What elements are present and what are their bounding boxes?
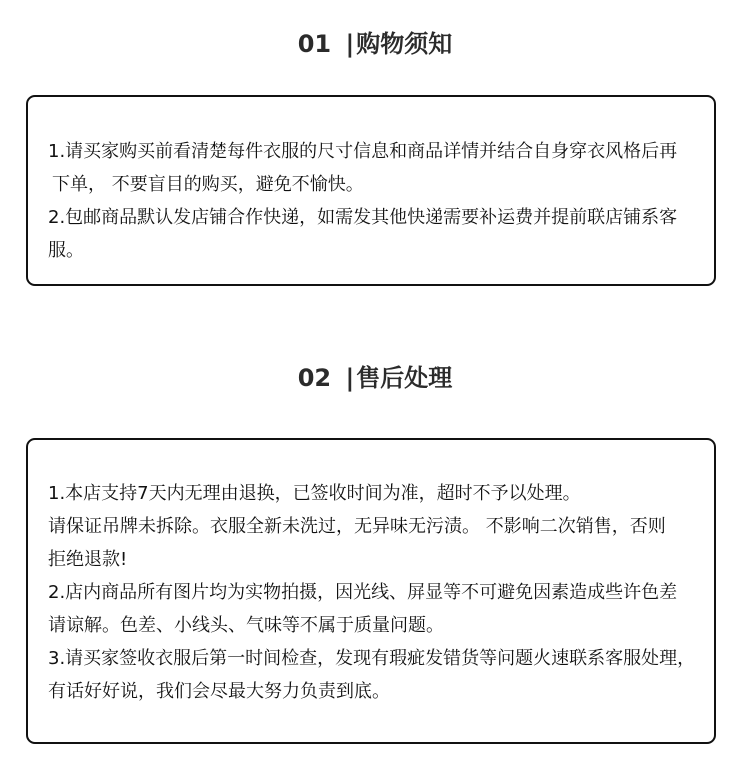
notice-line: 2.包邮商品默认发店铺合作快递，如需发其他快递需要补运费并提前联店铺系客 [48, 207, 678, 228]
policy-line: 1.本店支持7天内无理由退换，已签收时间为准，超时不予以处理。 [48, 483, 581, 504]
policy-line: 3.请买家签收衣服后第一时间检查，发现有瑕疵发错货等问题火速联系客服处理， [48, 648, 696, 669]
section-heading-shopping-notice [0, 29, 750, 59]
notice-line: 1.请买家购买前看清楚每件衣服的尺寸信息和商品详情并结合自身穿衣风格后再 [48, 141, 678, 162]
policy-line: 有话好好说，我们会尽最大努力负责到底。 [48, 681, 390, 702]
after-sales-text [48, 477, 704, 708]
notice-line: 服。 [48, 240, 84, 261]
section-number: 02 [297, 364, 332, 392]
policy-line: 2.店内商品所有图片均为实物拍摄，因光线、屏显等不可避免因素造成些许色差 [48, 582, 678, 603]
policy-line: 请保证吊牌未拆除。衣服全新未洗过，无异味无污渍。 不影响二次销售，否则 [48, 516, 666, 537]
policy-line: 请谅解。色差、小线头、气味等不属于质量问题。 [48, 615, 444, 636]
after-sales-box [26, 438, 716, 744]
section-separator: | [345, 30, 355, 58]
shopping-notice-box [26, 95, 716, 286]
policy-line: 拒绝退款! [48, 549, 128, 570]
notice-line: 下单， 不要盲目的购买，避免不愉快。 [52, 174, 364, 195]
section-separator: | [345, 364, 355, 392]
section-title: 售后处理 [356, 364, 453, 392]
section-heading-after-sales [0, 363, 750, 393]
section-number: 01 [297, 30, 332, 58]
section-title: 购物须知 [356, 30, 453, 58]
shopping-notice-text [48, 135, 704, 267]
